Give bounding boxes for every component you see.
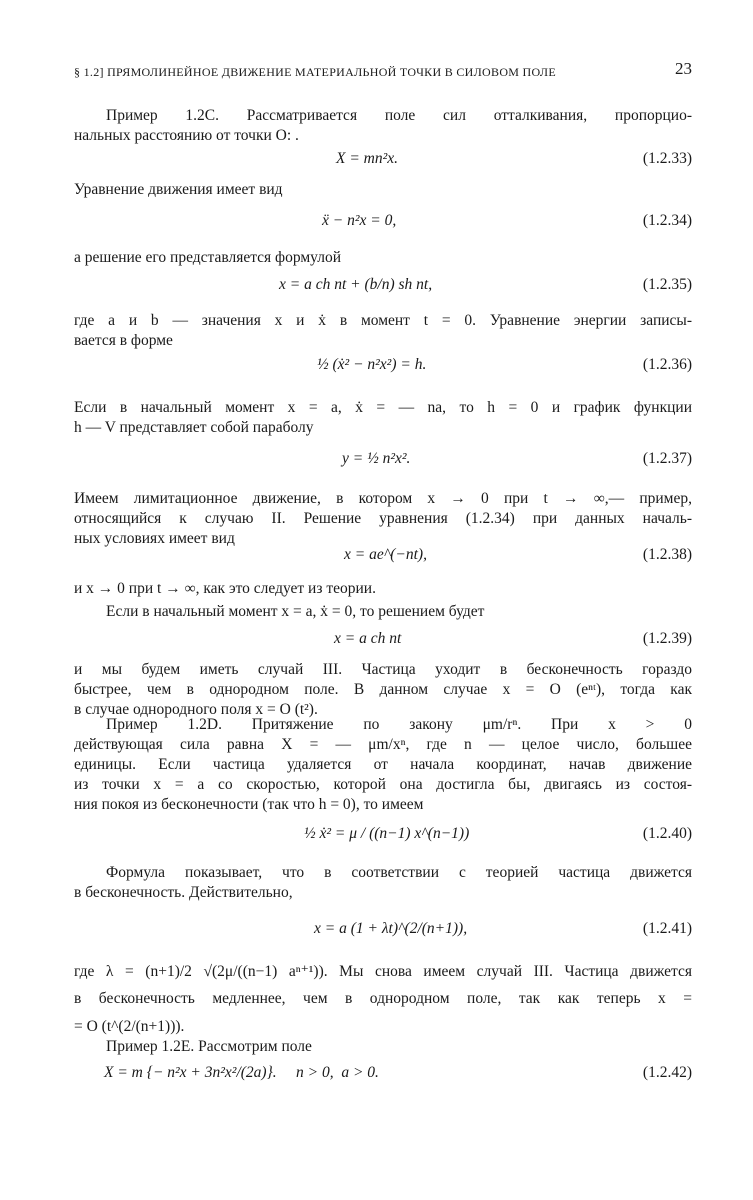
equation-1-2-41: [74, 920, 692, 944]
equation-number: (1.2.35): [642, 276, 692, 293]
equation-number: (1.2.36): [642, 356, 692, 373]
text-line: ных условиях имеет вид: [74, 530, 235, 547]
text-line: где a и b — значения x и ẋ в момент t = 0. Уравнение энергии записы-: [74, 312, 692, 329]
equation-1-2-40: [74, 825, 692, 849]
equation-number: (1.2.37): [642, 450, 692, 467]
text-line: а решение его представляется формулой: [74, 249, 342, 266]
equation-1-2-38: [74, 546, 692, 570]
text-line: в случае однородного поля x = O (t²).: [74, 701, 318, 718]
page-number: 23: [675, 59, 692, 78]
text-line: где λ = (n+1)/2 √(2μ/((n−1) aⁿ⁺¹)). Мы снова имеем случай III. Частица движется: [74, 963, 692, 980]
text-line: Пример 1.2D. Притяжение по закону μm/rⁿ. При x > 0: [106, 716, 692, 733]
equation-expression: ½ ẋ² = μ / ((n−1) x^(n−1)): [304, 825, 470, 842]
text-line: быстрее, чем в однородном поле. В данном случае x = O (eⁿᵗ), тогда как: [74, 681, 692, 698]
equation-1-2-42: [74, 1064, 692, 1088]
text-line: Пример 1.2E. Рассмотрим поле: [106, 1038, 312, 1055]
equation-expression: ½ (ẋ² − n²x²) = h.: [317, 356, 427, 373]
text-line: и мы будем иметь случай III. Частица уходит в бесконечность гораздо: [74, 661, 692, 678]
text-line: Пример 1.2C. Рассматривается поле сил отталкивания, пропорцио-: [106, 107, 692, 124]
equation-number: (1.2.38): [642, 546, 692, 563]
equation-number: (1.2.33): [642, 150, 692, 167]
text-line: в бесконечность медленнее, чем в однородном поле, так как теперь x =: [74, 990, 692, 1007]
equation-number: (1.2.40): [642, 825, 692, 842]
equation-1-2-39: [74, 630, 692, 654]
equation-expression: x = a ch nt: [334, 630, 402, 647]
equation-number: (1.2.41): [642, 920, 692, 937]
equation-number: (1.2.42): [642, 1064, 692, 1081]
text-line: Если в начальный момент x = a, ẋ = — na, то h = 0 и график функции: [74, 399, 692, 416]
equation-1-2-36: [74, 356, 692, 380]
equation-number: (1.2.39): [642, 630, 692, 647]
text-line: вается в форме: [74, 332, 173, 349]
text-line: в бесконечность. Действительно,: [74, 884, 293, 901]
equation-1-2-34: [74, 212, 692, 236]
equation-expression: x = a (1 + λt)^(2/(n+1)),: [314, 920, 468, 937]
text-line: = O (t^(2/(n+1))).: [74, 1018, 185, 1035]
text-line: действующая сила равна X = — μm/xⁿ, где n — целое число, большее: [74, 736, 692, 753]
text-line: относящийся к случаю II. Решение уравнения (1.2.34) при данных началь-: [74, 510, 692, 527]
equation-expression: x = a ch nt + (b/n) sh nt,: [279, 276, 433, 293]
text-line: ния покоя из бесконечности (так что h = 0), то имеем: [74, 796, 424, 813]
text-line: единицы. Если частица удаляется от начала координат, начав движение: [74, 756, 692, 773]
equation-expression: x = ae^(−nt),: [344, 546, 427, 563]
equation-expression: y = ½ n²x².: [342, 450, 411, 467]
equation-expression: X = m {− n²x + 3n²x²/(2a)}. n > 0, a > 0.: [104, 1064, 379, 1081]
equation-expression: X = mn²x.: [336, 150, 399, 167]
text-line: из точки x = a со скоростью, которой она достигла бы, двигаясь из состоя-: [74, 776, 692, 793]
running-head: § 1.2] ПРЯМОЛИНЕЙНОЕ ДВИЖЕНИЕ МАТЕРИАЛЬНОЙ ТОЧКИ В СИЛОВОМ ПОЛЕ: [74, 65, 556, 79]
equation-1-2-37: [74, 450, 692, 474]
text-line: Формула показывает, что в соответствии с теорией частица движется: [106, 864, 692, 881]
text-line: Если в начальный момент x = a, ẋ = 0, то решением будет: [106, 603, 485, 620]
text-line: h — V представляет собой параболу: [74, 419, 314, 436]
text-line: Имеем лимитационное движение, в котором x → 0 при t → ∞,— пример,: [74, 490, 692, 507]
equation-number: (1.2.34): [642, 212, 692, 229]
text-line: нальных расстоянию от точки O: .: [74, 127, 299, 144]
equation-1-2-33: [74, 150, 692, 174]
text-line: Уравнение движения имеет вид: [74, 181, 283, 198]
text-line: и x → 0 при t → ∞, как это следует из теории.: [74, 580, 376, 597]
equation-1-2-35: [74, 276, 692, 300]
equation-expression: ẍ − n²x = 0,: [322, 212, 397, 229]
